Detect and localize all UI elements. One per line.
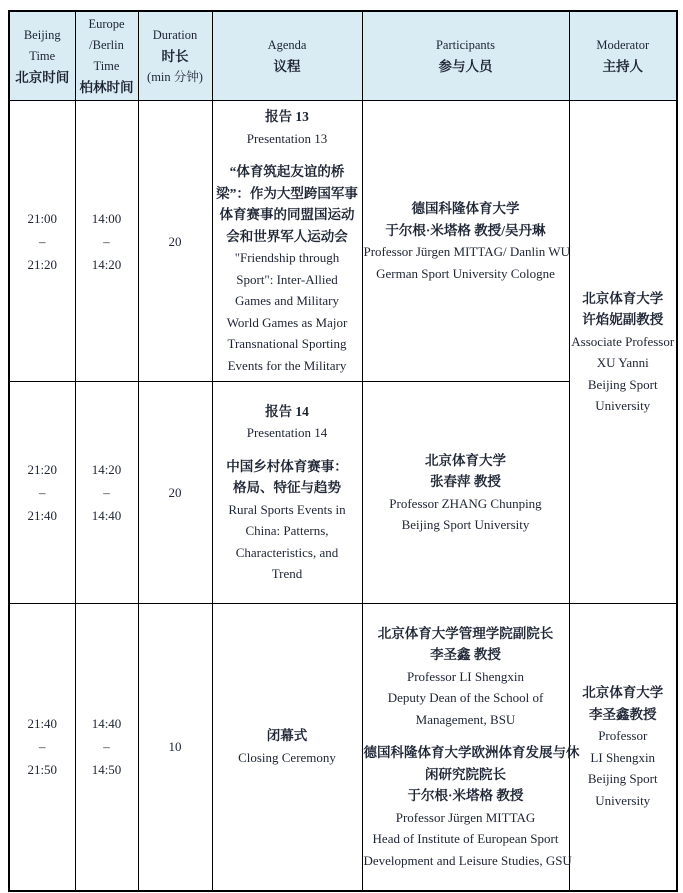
- cell-moderator-rows-1-2: [569, 101, 677, 604]
- cell-beijing-time-2: [9, 382, 75, 604]
- cell-agenda-2: [212, 382, 362, 604]
- header-berlin-time-label: Europe /Berlin Time 柏林时间: [79, 17, 134, 95]
- cell-duration-2: [138, 382, 212, 604]
- moderator-rows-1-2: 北京体育大学 许焰妮副教授 Associate Professor XU Yanni Beijing Sport University: [571, 290, 675, 413]
- duration-2: 20: [168, 485, 182, 500]
- beijing-time-1: 21:00 – 21:20: [27, 210, 58, 272]
- participants-3: 北京体育大学管理学院副院长 李圣鑫 教授 Professor LI Shengxin Deputy Dean of the School of Management, BSU 德国科隆体育大学欧洲体育发展与休 闲研究院院长 于尔根·米塔格 教授 Professor Jürgen MITTAG Head of Institute of European Sport Development and Leisure Studies, GSU: [363, 625, 580, 868]
- cell-moderator-row-3: [569, 604, 677, 891]
- participants-1: 德国科隆体育大学 于尔根·米塔格 教授/吴丹琳 Professor Jürgen MITTAG/ Danlin WU German Sport University Cologne: [363, 201, 570, 281]
- cell-beijing-time-3: [9, 604, 75, 891]
- beijing-time-2: 21:20 – 21:40: [27, 462, 58, 523]
- header-cell-berlin-time: [75, 11, 138, 101]
- cell-participants-2: [362, 382, 569, 604]
- header-duration-label: Duration 时长 (min 分钟): [147, 27, 203, 84]
- cell-beijing-time-1: [9, 101, 75, 382]
- header-cell-moderator: [569, 11, 677, 101]
- header-cell-beijing-time: [9, 11, 75, 101]
- table-row-closing-ceremony: [9, 604, 677, 891]
- cell-duration-1: [138, 101, 212, 382]
- duration-1: 20: [168, 233, 182, 249]
- header-participants-label: Participants 参与人员: [435, 38, 495, 74]
- cell-agenda-3: [212, 604, 362, 891]
- agenda-3: 闭幕式 Closing Ceremony: [238, 728, 336, 765]
- header-cell-participants: [362, 11, 569, 101]
- cell-agenda-1: [212, 101, 362, 382]
- duration-3: 10: [168, 739, 182, 755]
- header-cell-agenda: [212, 11, 362, 101]
- cell-berlin-time-3: [75, 604, 138, 891]
- berlin-time-3: 14:40 – 14:50: [91, 716, 122, 778]
- participants-2: 北京体育大学 张春萍 教授 Professor ZHANG Chunping Beijing Sport University: [389, 452, 542, 532]
- table-row-presentation-13: [9, 101, 677, 382]
- agenda-1: 报告 13 Presentation 13 “体育筑起友谊的桥 梁”：作为大型跨国军事 体育赛事的同盟国运动 会和世界军人运动会 "Friendship through Sport": Inter-Allied Games and Military World Games as Major Transnational Sporting Events for the Military: [216, 109, 358, 373]
- cell-participants-3: [362, 604, 580, 891]
- header-row: [9, 11, 677, 101]
- agenda-schedule-table: [8, 10, 678, 892]
- moderator-row-3: 北京体育大学 李圣鑫教授 Professor LI Shengxin Beijing Sport University: [582, 685, 664, 808]
- cell-participants-1: [362, 101, 569, 382]
- header-agenda-label: Agenda 议程: [267, 38, 307, 74]
- berlin-time-2: 14:20 – 14:40: [91, 462, 122, 523]
- agenda-2: 报告 14 Presentation 14 中国乡村体育赛事： 格局、特征与趋势 Rural Sports Events in China: Patterns, Characteristics, and Trend: [226, 403, 348, 581]
- berlin-time-1: 14:00 – 14:20: [91, 210, 122, 272]
- cell-berlin-time-1: [75, 101, 138, 382]
- header-moderator-label: Moderator 主持人: [596, 38, 650, 74]
- beijing-time-3: 21:40 – 21:50: [27, 716, 58, 778]
- cell-berlin-time-2: [75, 382, 138, 604]
- header-beijing-time-label: Beijing Time 北京时间: [15, 27, 70, 85]
- header-cell-duration: [138, 11, 212, 101]
- cell-duration-3: [138, 604, 212, 891]
